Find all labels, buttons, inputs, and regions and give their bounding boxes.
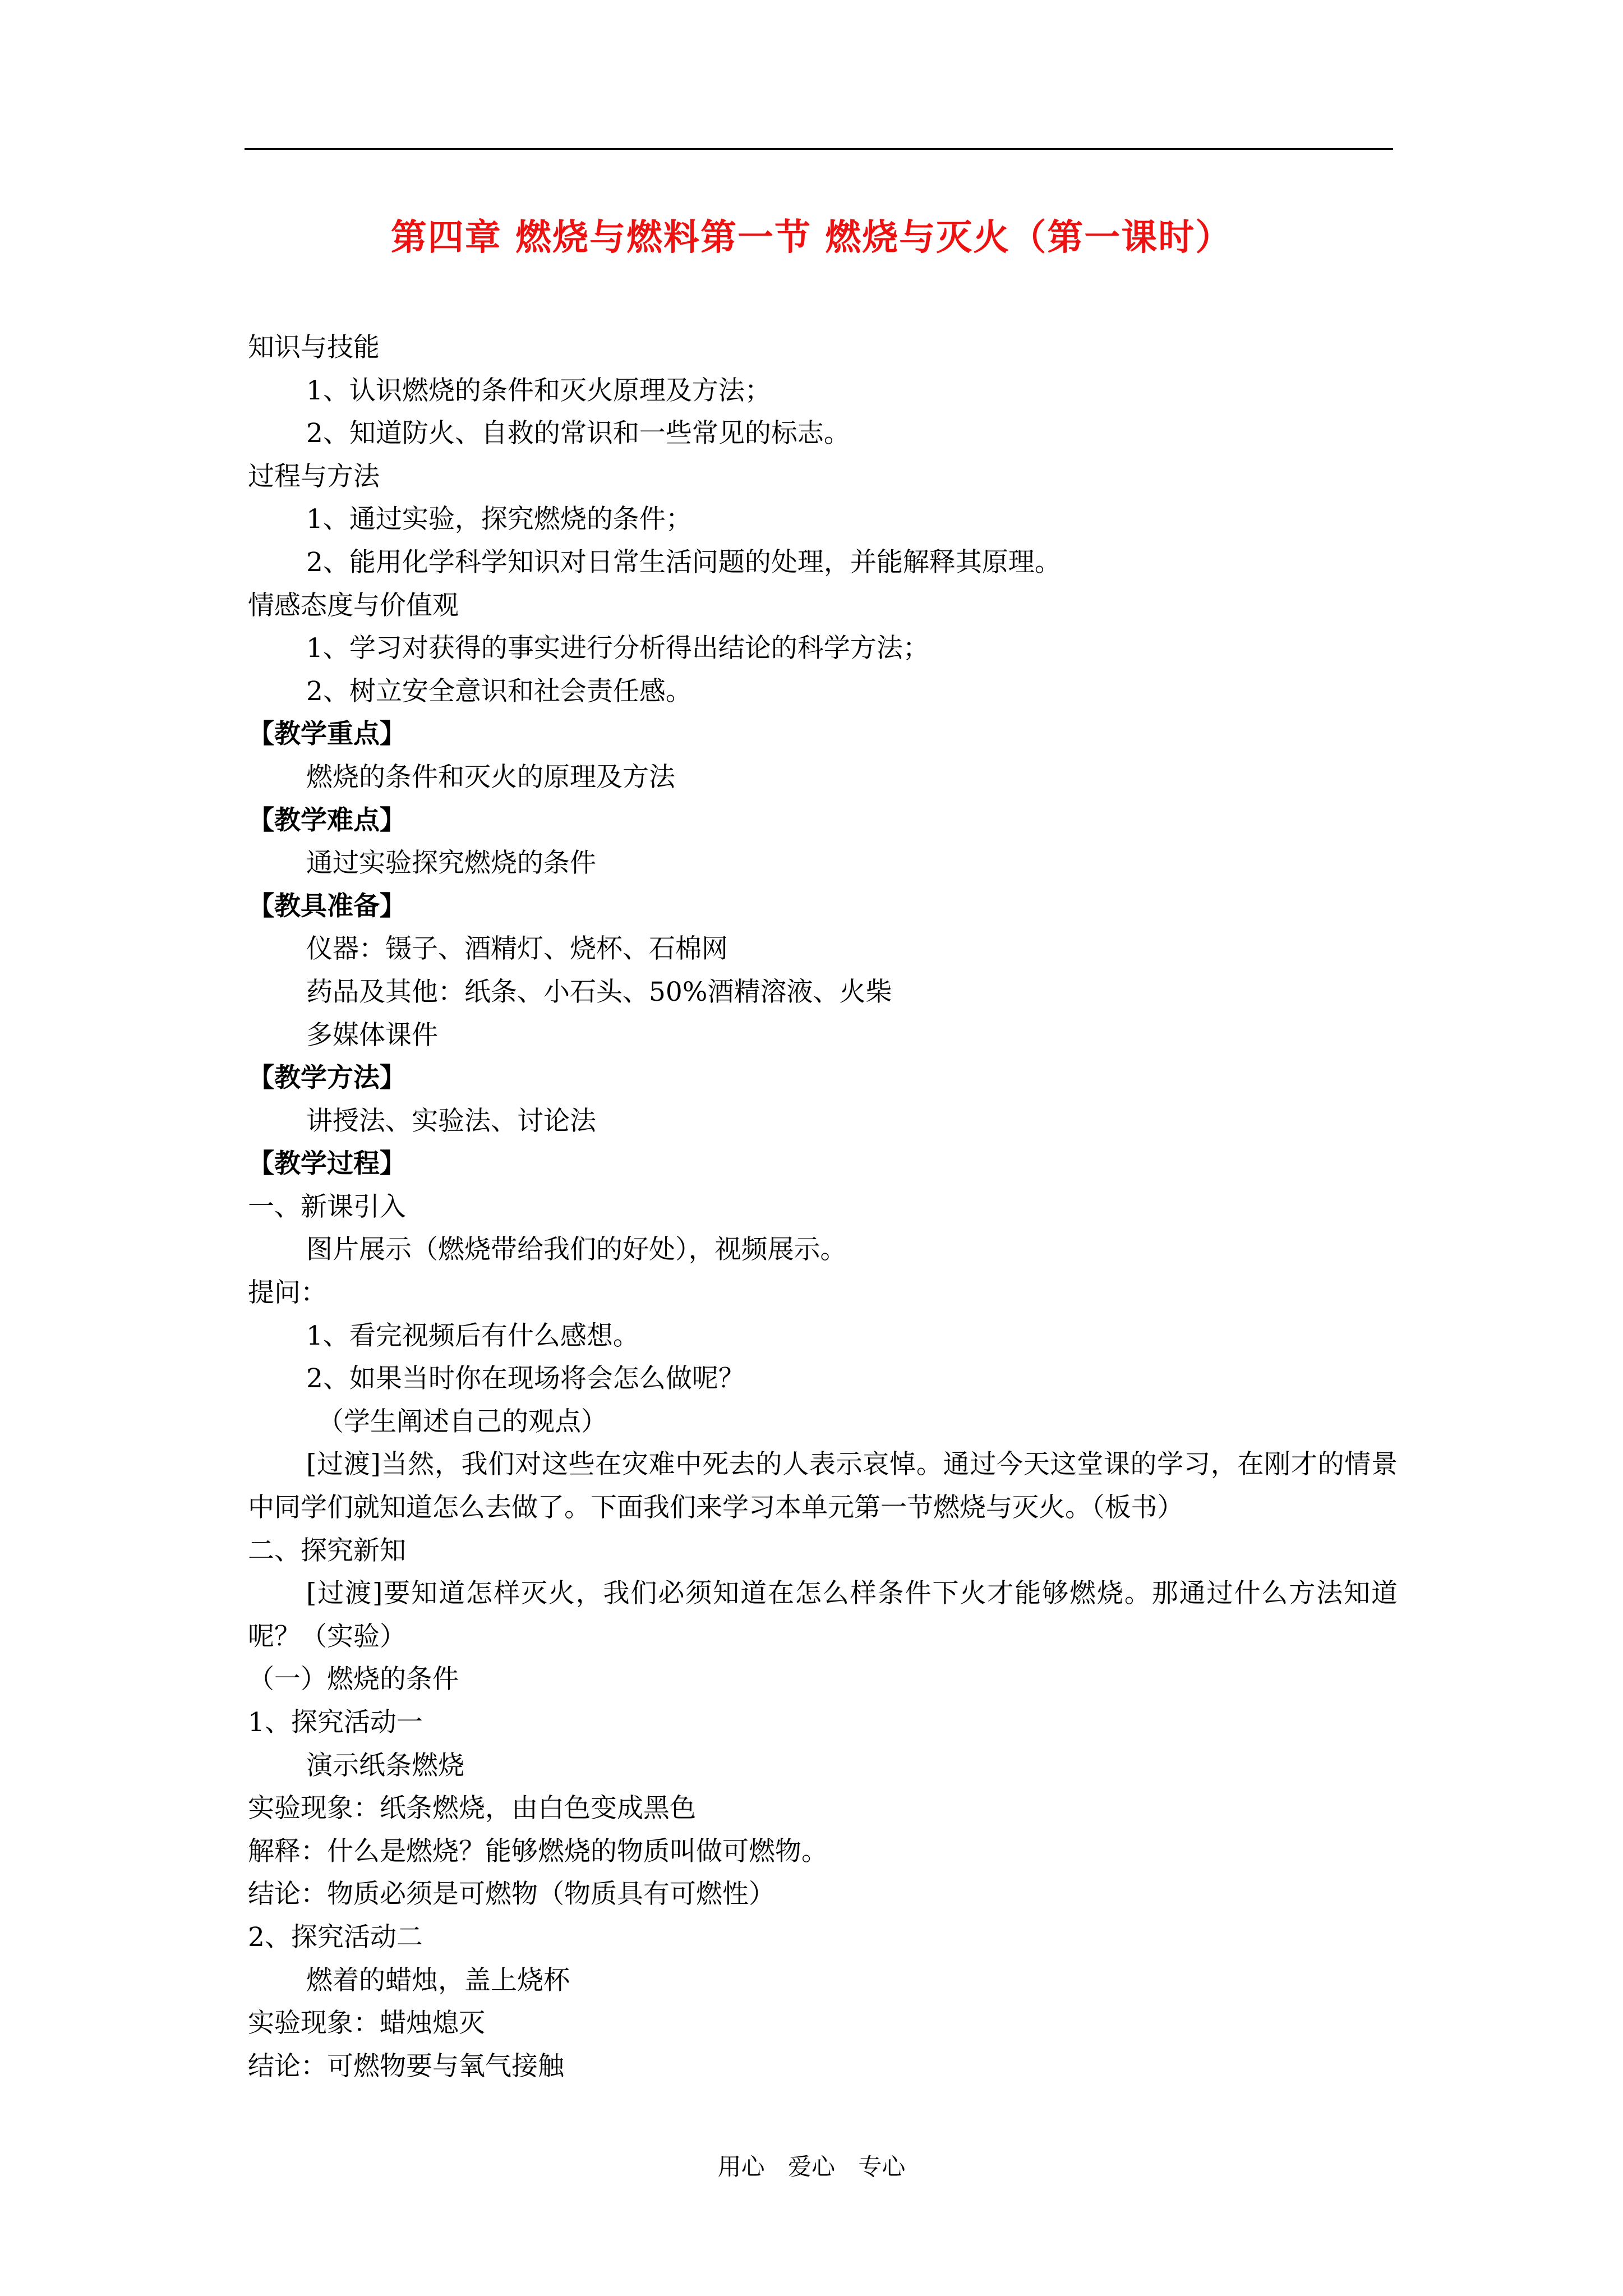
list-item: 1、通过实验，探究燃烧的条件； (306, 504, 692, 535)
bracket-heading: 【教学过程】 (248, 1148, 406, 1180)
paragraph: 通过实验探究燃烧的条件 (306, 848, 596, 879)
paragraph: 药品及其他：纸条、小石头、50%酒精溶液、火柴 (306, 976, 892, 1007)
page-title: 第四章 燃烧与燃料第一节 燃烧与灭火（第一课时） (390, 217, 1233, 259)
list-item: 1、认识燃烧的条件和灭火原理及方法； (306, 375, 771, 406)
section-heading: 情感态度与价值观 (248, 590, 459, 621)
section-heading: 1、探究活动一 (248, 1707, 423, 1738)
paragraph: 解释：什么是燃烧？能够燃烧的物质叫做可燃物。 (248, 1835, 828, 1867)
list-item: 2、能用化学科学知识对日常生活问题的处理，并能解释其原理。 (306, 546, 1061, 578)
list-item: 1、学习对获得的事实进行分析得出结论的科学方法； (306, 633, 929, 664)
list-item: 2、如果当时你在现场将会怎么做呢？ (306, 1363, 745, 1395)
paragraph: 燃着的蜡烛，盖上烧杯 (306, 1964, 570, 1996)
section-heading: 提问： (248, 1277, 327, 1309)
bracket-heading: 【教学方法】 (248, 1062, 406, 1094)
paragraph: 实验现象：纸条燃烧，由白色变成黑色 (248, 1793, 696, 1824)
bracket-heading: 【教具准备】 (248, 890, 406, 922)
bracket-heading: 【教学重点】 (248, 719, 406, 750)
page-footer: 用心 爱心 专心 (717, 2153, 906, 2180)
list-item: 1、看完视频后有什么感想。 (306, 1320, 639, 1351)
paragraph: [过渡]要知道怎样灭火，我们必须知道在怎么样条件下火才能够燃烧。那通过什么方法知道呢？（实验） (248, 1578, 1398, 1652)
section-heading: （一）燃烧的条件 (248, 1664, 459, 1695)
paragraph: 图片展示（燃烧带给我们的好处），视频展示。 (306, 1234, 847, 1266)
paragraph: 结论：可燃物要与氧气接触 (248, 2050, 564, 2082)
bracket-heading: 【教学难点】 (248, 804, 406, 836)
list-item: 2、树立安全意识和社会责任感。 (306, 675, 692, 707)
list-item: 2、知道防火、自救的常识和一些常见的标志。 (306, 418, 850, 449)
paragraph: [过渡]当然，我们对这些在灾难中死去的人表示哀悼。通过今天这堂课的学习，在刚才的情景中同学们就知道怎么去做了。下面我们来学习本单元第一节燃烧与灭火。（板书） (248, 1449, 1398, 1524)
paragraph: 实验现象：蜡烛熄灭 (248, 2008, 485, 2039)
paragraph: 仪器：镊子、酒精灯、烧杯、石棉网 (306, 933, 728, 965)
paragraph: 多媒体课件 (306, 1019, 438, 1051)
paragraph: 演示纸条燃烧 (306, 1750, 464, 1781)
section-heading: 2、探究活动二 (248, 1921, 423, 1953)
section-heading: 过程与方法 (248, 461, 380, 492)
section-heading: 二、探究新知 (248, 1535, 406, 1566)
paragraph: （学生阐述自己的观点） (317, 1406, 607, 1437)
paragraph: 结论：物质必须是可燃物（物质具有可燃性） (248, 1879, 775, 1910)
document-body (248, 326, 1398, 2088)
paragraph: 燃烧的条件和灭火的原理及方法 (306, 761, 675, 793)
section-heading: 知识与技能 (248, 332, 380, 363)
section-heading: 一、新课引入 (248, 1191, 406, 1222)
header-rule (245, 148, 1393, 150)
paragraph: 讲授法、实验法、讨论法 (306, 1105, 596, 1137)
